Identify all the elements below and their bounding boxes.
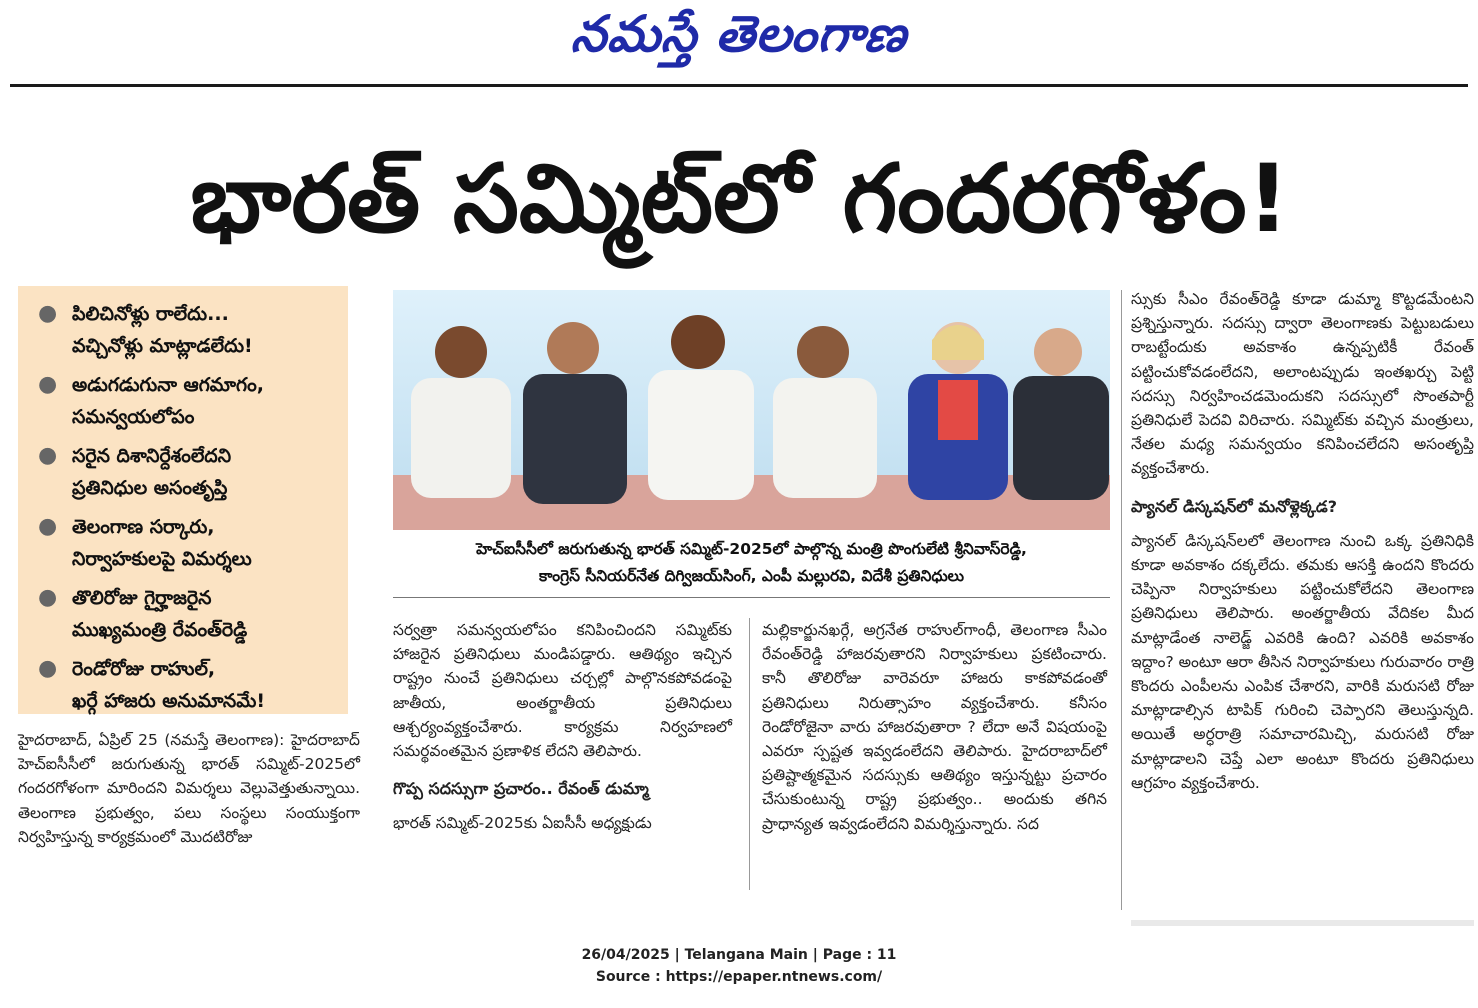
highlight-line: పిలిచినోళ్లు రాలేదు...: [72, 303, 229, 325]
highlight-line: ఖర్గే హాజరు అనుమానమే!: [72, 690, 266, 712]
highlight-line: సమన్వయలోపం: [72, 406, 195, 428]
bullet-icon: ●: [38, 514, 58, 539]
highlight-item: [30, 582, 336, 646]
caption-line: హెచ్‌ఐసీసీలో జరుగుతున్న భారత్ సమ్మిట్-2025లో పాల్గొన్న మంత్రి పొంగులేటి శ్రీనివాస్‌రెడ్డి,: [476, 540, 1027, 558]
article-paragraph: ప్యానల్ డిస్కషన్‌లలో తెలంగాణ నుంచి ఒక్క ప్రతినిధికి కూడా అవకాశం దక్కలేదు. తమకు ఆసక్తి ఉందని కొందరు చెప్పినా నిర్వాహకులు పట్టించుకోలేదని తెలంగాణ ప్రతినిధులు తెలిపారు. అంతర్జాతీయ వేదికల మీద మాట్లాడేంత నాలెడ్జ్ ఎవరికి ఉంది? ఎవరికి అవకాశం ఇద్దాం? అంటూ ఆరా తీసిన నిర్వాహకులు గురువారం రాత్రి కొందరు ఎంపీలను ఎంపిక చేశారని, వారికి మరుసటి రోజు మాట్లాడాల్సిన టాపిక్ గురించి చెప్పారని తెలుస్తున్నది. అయితే అర్ధరాత్రి సమాచారమిచ్చి, మరుసటి రోజు మాట్లాడాలని చెప్తే ఎలా అంటూ కొందరు ప్రతినిధులు ఆగ్రహం వ్యక్తంచేశారు.: [1131, 531, 1474, 792]
highlight-line: నిర్వాహకులపై విమర్శలు: [72, 548, 252, 570]
highlight-line: ప్రతినిధుల అసంతృప్తి: [72, 477, 228, 499]
highlight-line: తొలిరోజు గైర్హాజరైన: [72, 587, 212, 609]
section-subhead: ప్యానల్ డిస్కషన్‌లో మనోళ్లెక్కడ?: [1131, 496, 1338, 516]
highlight-line: వచ్చినోళ్లు మాట్లాడలేదు!: [72, 335, 253, 357]
highlight-line: సరైన దిశానిర్దేశంలేదని: [72, 445, 232, 467]
highlight-line: తెలంగాణ సర్కారు,: [72, 516, 215, 538]
masthead-logo: నమస్తే తెలంగాణ: [569, 4, 910, 63]
highlight-item: [30, 369, 336, 433]
panel-photo-illustration: [393, 290, 1110, 530]
highlight-line: రెండోరోజు రాహుల్,: [72, 658, 216, 680]
article-column-3: [762, 618, 1107, 836]
highlight-line: అడుగడుగునా ఆగమాగం,: [72, 374, 264, 396]
bullet-icon: ●: [38, 301, 58, 326]
column-end-bar: [1131, 920, 1474, 926]
footer: [0, 944, 1478, 988]
headline: భారత్ సమ్మిట్‌లో గందరగోళం!: [190, 145, 1290, 254]
column-divider: [749, 618, 750, 890]
bullet-icon: ●: [38, 372, 58, 397]
article-paragraph: హైదరాబాద్, ఏప్రిల్ 25 (నమస్తే తెలంగాణ): హైదరాబాద్ హెచ్‌ఐసీసీలో జరుగుతున్న భారత్ సమ్మిట్-2025లో గందరగోళంగా మారిందని విమర్శలు వెల్లువెత్తుతున్నాయి. తెలంగాణ ప్రభుత్వం, పలు సంస్థలు సంయుక్తంగా నిర్వహిస్తున్న కార్యక్రమంలో మొదటిరోజు: [18, 731, 360, 846]
article-column-1: [18, 728, 360, 849]
highlight-line: ముఖ్యమంత్రి రేవంత్‌రెడ్డి: [72, 619, 248, 641]
article-paragraph: స్సుకు సీఎం రేవంత్‌రెడ్డి కూడా డుమ్మా కొట్టడమేంటని ప్రశ్నిస్తున్నారు. సదస్సు ద్వారా తెలంగాణకు పెట్టుబడులు రాబట్టేందుకు అవకాశం ఉన్నప్పటికీ రేవంత్ పట్టించుకోవడంలేదని, అలాంటప్పుడు ఇంతఖర్చు పెట్టి సదస్సు నిర్వహించడమెందుకని సదస్సులో సొంతపార్టీ ప్రతినిధులే పెదవి విరిచారు. సమ్మిట్‌కు వచ్చిన మంత్రులు, నేతల మధ్య సమన్వయం కనిపించలేదని అసంతృప్తి వ్యక్తంచేశారు.: [1131, 290, 1474, 478]
footer-source[interactable]: Source : https://epaper.ntnews.com/: [595, 969, 883, 985]
column-divider: [1121, 290, 1122, 910]
highlights-box: [18, 286, 348, 714]
bullet-icon: ●: [38, 656, 58, 681]
article-paragraph: సర్వత్రా సమన్వయలోపం కనిపించిందని సమ్మిట్‌కు హాజరైన ప్రతినిధులు మండిపడ్డారు. ఆతిథ్యం ఇచ్చిన రాష్ట్రం నుంచే ప్రతినిధులు చర్చల్లో పాల్గొనకపోవడంపై జాతీయ, అంతర్జాతీయ ప్రతినిధులు ఆశ్చర్యంవ్యక్తంచేశారు. కార్యక్రమ నిర్వహణలో సమర్థవంతమైన ప్రణాళిక లేదని తెలిపారు.: [393, 621, 732, 761]
footer-date-page: 26/04/2025 | Telangana Main | Page : 11: [581, 947, 897, 963]
article-column-2: [393, 618, 732, 836]
section-subhead: గొప్ప సదస్సుగా ప్రచారం.. రేవంత్ డుమ్మా: [393, 779, 649, 799]
photo-caption: [393, 536, 1110, 590]
highlight-item: [30, 440, 336, 504]
caption-line: కాంగ్రెస్ సీనియర్‌నేత దిగ్విజయ్‌సింగ్, ఎంపీ మల్లురవి, విదేశీ ప్రతినిధులు: [538, 567, 965, 585]
article-paragraph: మల్లికార్జునఖర్గే, అగ్రనేత రాహుల్‌గాంధీ, తెలంగాణ సీఎం రేవంత్‌రెడ్డి హాజరవుతారని నిర్వాహకులు ప్రకటించారు. కానీ తొలిరోజు వారెవరూ హాజరు కాకపోవడంతో ప్రతినిధులు నిరుత్సాహం వ్యక్తంచేశారు. కనీసం రెండోరోజైనా వారు హాజరవుతారా ? లేదా అనే విషయంపై ఎవరూ స్పష్టత ఇవ్వడంలేదని తెలిపారు. హైదరాబాద్‌లో ప్రతిష్టాత్మకమైన సదస్సుకు ఆతిథ్యం ఇస్తున్నట్టు ప్రచారం చేసుకుంటున్న రాష్ట్ర ప్రభుత్వం.. అందుకు తగిన ప్రాధాన్యత ఇవ్వడంలేదని విమర్శిస్తున్నారు. సద: [762, 621, 1107, 833]
bullet-icon: ●: [38, 585, 58, 610]
highlight-item: [30, 298, 336, 362]
article-paragraph: భారత్ సమ్మిట్-2025కు ఏఐసీసీ అధ్యక్షుడు: [393, 814, 652, 833]
highlight-item: [30, 653, 336, 717]
article-column-4: [1131, 287, 1474, 795]
panel-photo: [393, 290, 1110, 530]
masthead-rule: [10, 84, 1468, 87]
highlight-item: [30, 511, 336, 575]
masthead: [0, 0, 1478, 80]
caption-divider: [393, 597, 1110, 598]
bullet-icon: ●: [38, 443, 58, 468]
